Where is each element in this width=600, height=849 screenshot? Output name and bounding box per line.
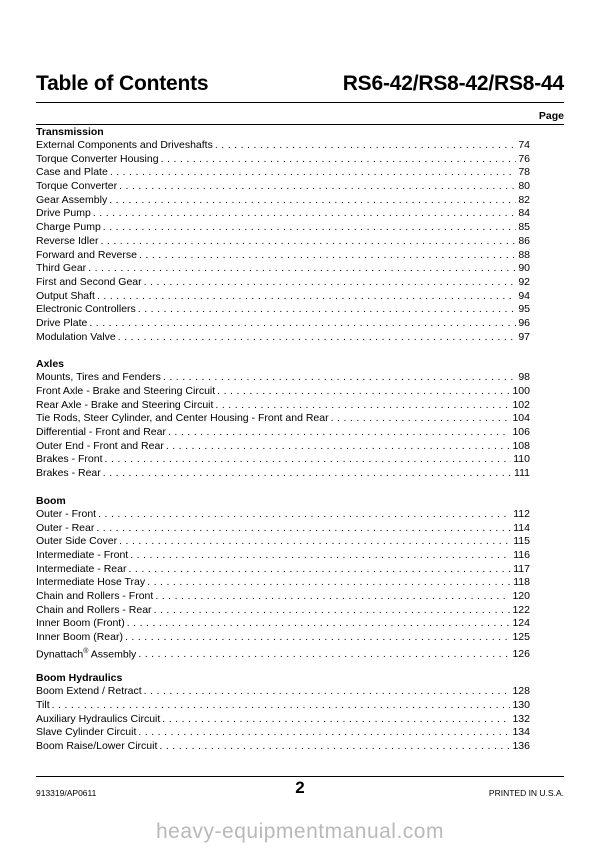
entry-label-text: Intermediate - Rear — [36, 562, 127, 575]
leader-dots — [161, 153, 517, 167]
toc-section — [36, 671, 530, 753]
toc-entry-page: 88 — [518, 248, 530, 261]
title-row — [36, 66, 564, 103]
toc-entry[interactable] — [36, 371, 530, 385]
toc-entry[interactable] — [36, 180, 530, 194]
toc-entry-label — [36, 303, 136, 317]
entry-label-text: Boom Raise/Lower Circuit — [36, 740, 158, 753]
toc-entry-page: 98 — [518, 371, 530, 384]
toc-entry-label — [36, 576, 145, 590]
leader-dots — [168, 426, 511, 440]
toc-entry-page: 116 — [513, 548, 530, 561]
leader-dots — [52, 699, 511, 713]
toc-entry-label — [36, 249, 137, 263]
toc-entry-page: 132 — [512, 712, 530, 725]
leader-dots — [97, 290, 516, 304]
entry-label-text: Torque Converter Housing — [36, 152, 159, 165]
toc-entry-label — [36, 331, 116, 345]
leader-dots — [162, 713, 510, 727]
toc-entry[interactable] — [36, 290, 530, 304]
leader-dots — [119, 535, 511, 549]
toc-entry-page: 128 — [512, 685, 530, 698]
toc-entry[interactable] — [36, 249, 530, 263]
toc-section — [36, 357, 530, 481]
entry-label-text: Drive Plate — [36, 316, 88, 329]
toc-entry[interactable] — [36, 590, 530, 604]
leader-dots — [128, 563, 511, 577]
toc-entry-label — [36, 290, 95, 304]
leader-dots — [163, 371, 516, 385]
toc-entry-label — [36, 399, 213, 413]
toc-entry-page: 125 — [512, 631, 530, 643]
leader-dots — [166, 440, 511, 454]
toc-entry[interactable] — [36, 303, 530, 317]
entry-label-text: Case and Plate — [36, 166, 108, 179]
toc-entry[interactable] — [36, 576, 530, 590]
toc-entry-label — [36, 726, 136, 740]
toc-entry-label — [36, 194, 107, 208]
page-number: 2 — [295, 778, 305, 797]
entry-label-text: Tie Rods, Steer Cylinder, and Center Housing - Front and Rear — [36, 412, 329, 425]
toc-entry-page: 108 — [512, 439, 530, 452]
leader-dots — [100, 235, 516, 249]
toc-entry-page: 100 — [512, 385, 530, 397]
toc-entry-label — [36, 685, 142, 699]
toc-entry-page: 92 — [518, 275, 530, 288]
leader-dots — [130, 549, 511, 563]
entry-label-text: Inner Boom (Rear) — [36, 631, 123, 643]
toc-section — [36, 125, 530, 344]
leader-dots — [331, 412, 511, 426]
toc-entry-label — [36, 153, 159, 167]
toc-entry-page: 85 — [518, 221, 530, 234]
entry-label-text: Electronic Controllers — [36, 303, 136, 316]
toc-entry[interactable] — [36, 440, 530, 454]
leader-dots — [139, 249, 516, 263]
toc-entry-page: 110 — [513, 453, 530, 466]
leader-dots — [93, 207, 516, 221]
leader-dots — [154, 604, 511, 618]
leader-dots — [109, 194, 516, 208]
toc-entry[interactable] — [36, 412, 530, 426]
section-title: Boom — [36, 494, 66, 507]
entry-label-text: First and Second Gear — [36, 275, 142, 288]
entry-label-text: Outer - Front — [36, 507, 97, 520]
toc-entry-page: 90 — [518, 262, 530, 275]
toc-entry[interactable] — [36, 235, 530, 249]
toc-entry-page: 76 — [518, 152, 530, 165]
toc-entry-label — [36, 207, 91, 221]
toc-entry-label — [36, 740, 157, 754]
toc-entry[interactable] — [36, 385, 530, 399]
toc-entry-page: 134 — [512, 726, 530, 739]
leader-dots — [138, 648, 510, 662]
toc-entry-page: 102 — [512, 398, 530, 411]
section-title: Transmission — [36, 126, 104, 138]
leader-dots — [217, 385, 510, 399]
leader-dots — [144, 685, 511, 699]
toc-entry-label — [36, 604, 152, 618]
leader-dots — [215, 399, 510, 413]
entry-label-text: Output Shaft — [36, 289, 95, 302]
toc-entry-page: 136 — [512, 740, 530, 753]
toc-entry[interactable] — [36, 194, 530, 208]
toc-entry-page: 126 — [512, 648, 530, 661]
toc-entry[interactable] — [36, 262, 530, 276]
section-title: Boom Hydraulics — [36, 672, 123, 685]
leader-dots — [155, 590, 510, 604]
toc-entry-label — [36, 467, 101, 481]
toc-entry-label — [36, 453, 103, 467]
entry-label-text: Reverse Idler — [36, 234, 99, 247]
toc-entry-label — [36, 590, 153, 604]
doc-code: 913319/AP0611 — [36, 788, 97, 798]
page-title: Table of Contents — [36, 72, 209, 95]
toc-entry[interactable] — [36, 740, 530, 754]
entry-label-text: Third Gear — [36, 262, 87, 275]
toc-entry-label — [36, 699, 50, 713]
leader-dots — [144, 276, 517, 290]
toc-entry-label — [36, 645, 136, 662]
leader-dots — [125, 631, 511, 645]
toc-entry[interactable] — [36, 221, 530, 235]
toc-entry-page: 111 — [514, 467, 530, 480]
toc-entry-label — [36, 426, 166, 440]
toc-entry-page: 96 — [518, 316, 530, 329]
toc-entry[interactable] — [36, 166, 530, 180]
toc-entry-page: 84 — [518, 207, 530, 220]
toc-entry-label — [36, 522, 94, 536]
entry-label-suffix: Assembly — [88, 648, 137, 661]
toc-entry-page: 94 — [518, 289, 530, 302]
toc-entry-page: 86 — [518, 234, 530, 247]
toc-entry[interactable] — [36, 207, 530, 221]
toc-entry-label — [36, 440, 164, 454]
toc-entry-label — [36, 221, 101, 235]
leader-dots — [215, 139, 516, 153]
leader-dots — [89, 317, 516, 331]
watermark: heavy-equipmentmanual.com — [156, 820, 444, 843]
toc-entry-label — [36, 235, 98, 249]
entry-label-text: Mounts, Tires and Fenders — [36, 371, 161, 384]
toc-entry-label — [36, 617, 125, 631]
toc-entry-label — [36, 276, 142, 290]
leader-dots — [96, 522, 511, 536]
table-of-contents — [36, 125, 530, 754]
toc-entry-page: 114 — [513, 521, 530, 534]
entry-label-text: Brakes - Rear — [36, 467, 101, 480]
toc-entry-page: 80 — [518, 180, 530, 193]
toc-entry[interactable] — [36, 453, 530, 467]
toc-entry[interactable] — [36, 549, 530, 563]
toc-entry-label — [36, 713, 160, 727]
leader-dots — [138, 303, 517, 317]
entry-label-text: Charge Pump — [36, 221, 101, 234]
toc-entry-page: 117 — [513, 562, 530, 575]
toc-entry-label — [36, 549, 128, 563]
toc-entry-label — [36, 371, 161, 385]
leader-dots — [98, 508, 511, 522]
toc-entry-label — [36, 139, 213, 153]
toc-entry-label — [36, 180, 117, 194]
entry-label-text: Torque Converter — [36, 180, 118, 193]
leader-dots — [118, 331, 517, 345]
entry-label-text: Chain and Rollers - Rear — [36, 603, 152, 616]
entry-label-text: Dynattach — [36, 648, 84, 661]
toc-entry[interactable] — [36, 331, 530, 345]
toc-entry[interactable] — [36, 153, 530, 167]
toc-entry-page: 112 — [513, 507, 530, 520]
toc-entry-label — [36, 508, 96, 522]
entry-label-text: Inner Boom (Front) — [36, 617, 125, 630]
toc-entry[interactable] — [36, 685, 530, 699]
toc-entry[interactable] — [36, 426, 530, 440]
leader-dots — [103, 467, 512, 481]
entry-label-text: External Components and Driveshafts — [36, 139, 213, 151]
leader-dots — [105, 453, 512, 467]
page-column-header: Page — [538, 110, 564, 122]
entry-label-text: Slave Cylinder Circuit — [36, 726, 137, 739]
toc-entry[interactable] — [36, 617, 530, 631]
entry-label-text: Auxiliary Hydraulics Circuit — [36, 712, 161, 725]
entry-label-text: Front Axle - Brake and Steering Circuit — [36, 385, 216, 397]
toc-section — [36, 494, 530, 659]
toc-entry[interactable] — [36, 399, 530, 413]
entry-label-text: Chain and Rollers - Front — [36, 589, 154, 602]
toc-entry[interactable] — [36, 645, 530, 659]
toc-entry-label — [36, 535, 117, 549]
registered-mark: ® — [83, 647, 89, 655]
toc-entry-page: 130 — [512, 699, 530, 712]
toc-entry-label — [36, 631, 123, 645]
leader-dots — [119, 180, 516, 194]
toc-entry[interactable] — [36, 604, 530, 618]
entry-label-text: Intermediate Hose Tray — [36, 576, 146, 589]
leader-dots — [159, 740, 510, 754]
entry-label-text: Forward and Reverse — [36, 248, 137, 261]
leader-dots — [88, 262, 516, 276]
entry-label-text: Brakes - Front — [36, 453, 103, 466]
leader-dots — [138, 726, 510, 740]
toc-entry[interactable] — [36, 467, 530, 481]
toc-entry[interactable] — [36, 522, 530, 536]
toc-entry[interactable] — [36, 508, 530, 522]
footer-divider — [36, 776, 564, 777]
leader-dots — [103, 221, 517, 235]
toc-entry[interactable] — [36, 631, 530, 645]
entry-label-text: Tilt — [36, 699, 50, 712]
toc-entry-label — [36, 166, 108, 180]
entry-label-text: Outer - Rear — [36, 521, 95, 534]
toc-entry[interactable] — [36, 535, 530, 549]
entry-label-text: Rear Axle - Brake and Steering Circuit — [36, 398, 214, 411]
toc-entry-label — [36, 262, 86, 276]
toc-entry-page: 74 — [518, 139, 530, 151]
model-title: RS6-42/RS8-42/RS8-44 — [342, 72, 564, 95]
toc-entry-page: 95 — [518, 303, 530, 316]
toc-entry-label — [36, 385, 215, 399]
entry-label-text: Differential - Front and Rear — [36, 426, 166, 439]
toc-entry-page: 115 — [513, 535, 530, 548]
printed-in: PRINTED IN U.S.A. — [488, 788, 564, 798]
toc-entry-page: 104 — [512, 412, 530, 425]
toc-entry-page: 124 — [512, 617, 530, 630]
toc-entry[interactable] — [36, 713, 530, 727]
leader-dots — [147, 576, 511, 590]
entry-label-text: Outer Side Cover — [36, 535, 118, 548]
toc-entry[interactable] — [36, 276, 530, 290]
leader-dots — [127, 617, 511, 631]
entry-label-text: Boom Extend / Retract — [36, 685, 142, 698]
section-title: Axles — [36, 358, 65, 371]
toc-entry-page: 106 — [512, 426, 530, 439]
toc-entry-label — [36, 412, 329, 426]
toc-entry-page: 78 — [518, 166, 530, 179]
toc-entry[interactable] — [36, 726, 530, 740]
entry-label-text: Intermediate - Front — [36, 548, 129, 561]
toc-entry[interactable] — [36, 139, 530, 153]
toc-entry-page: 97 — [518, 330, 530, 343]
toc-entry[interactable] — [36, 699, 530, 713]
toc-entry-page: 120 — [512, 589, 530, 602]
toc-entry-page: 118 — [513, 576, 530, 589]
toc-entry[interactable] — [36, 563, 530, 577]
entry-label-text: Drive Pump — [36, 207, 91, 220]
toc-entry-label — [36, 317, 87, 331]
toc-entry-page: 82 — [518, 193, 530, 206]
entry-label-text: Modulation Valve — [36, 330, 116, 343]
toc-entry-label — [36, 563, 126, 577]
entry-label-text: Gear Assembly — [36, 193, 108, 206]
toc-entry[interactable] — [36, 317, 530, 331]
leader-dots — [110, 166, 517, 180]
toc-entry-page: 122 — [512, 603, 530, 616]
entry-label-text: Outer End - Front and Rear — [36, 439, 164, 452]
